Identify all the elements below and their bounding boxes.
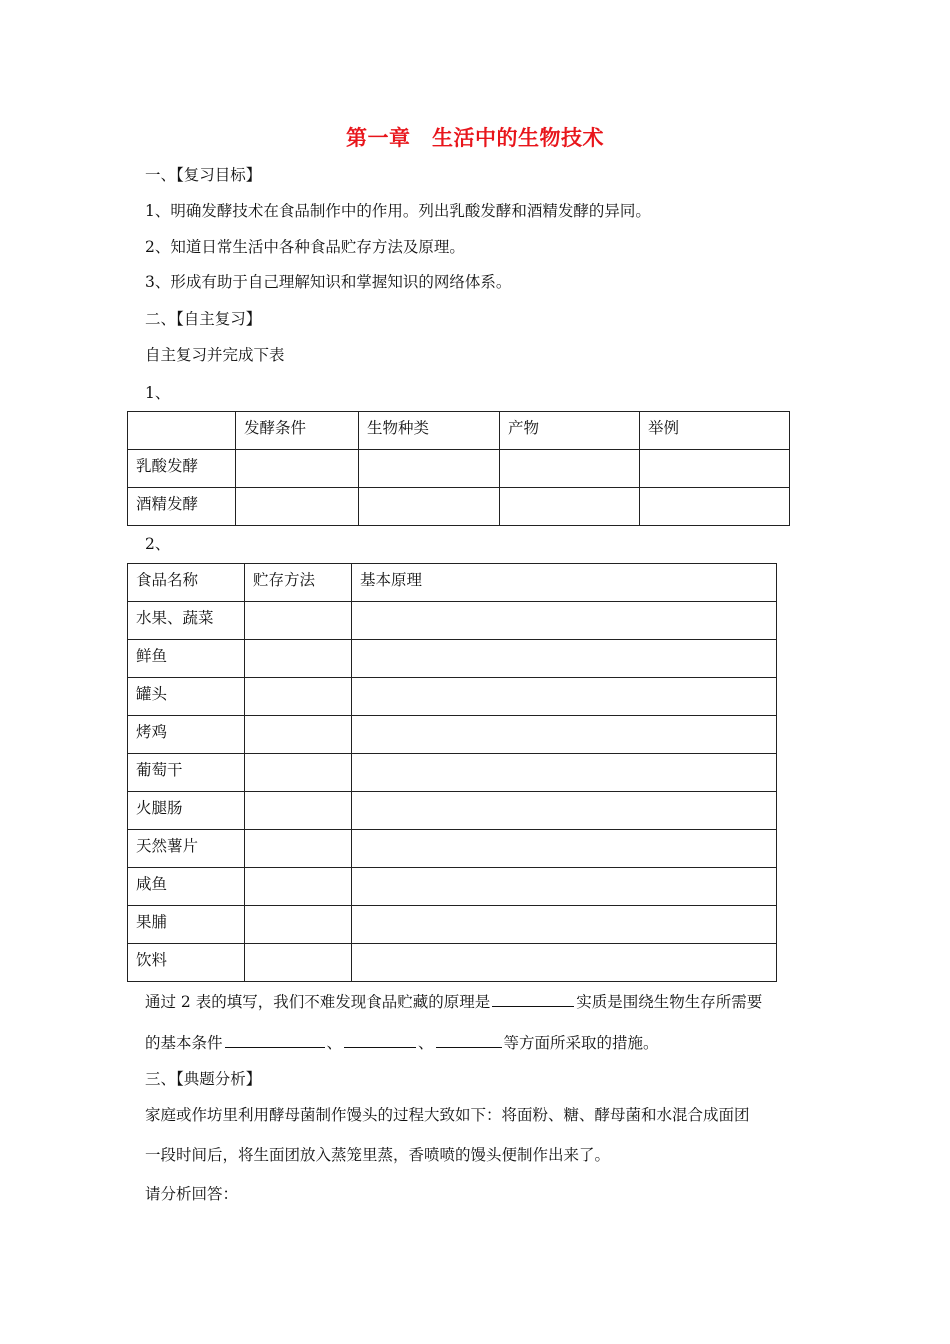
fill-blank-condition-3[interactable] xyxy=(436,1032,502,1048)
table-row xyxy=(128,830,777,868)
separator: 、 xyxy=(418,1034,434,1052)
table-cell[interactable] xyxy=(352,602,777,640)
table-cell[interactable] xyxy=(640,488,790,526)
table-row xyxy=(128,450,790,488)
table-header-cell xyxy=(128,412,236,450)
table-row xyxy=(128,678,777,716)
summary-line-1 xyxy=(145,990,762,1012)
objective-2: 2、知道日常生活中各种食品贮存方法及原理。 xyxy=(145,238,465,256)
table-cell[interactable] xyxy=(245,602,352,640)
summary-text: 通过 2 表的填写，我们不难发现食品贮藏的原理是 xyxy=(145,993,491,1011)
summary-text: 的基本条件 xyxy=(145,1034,223,1052)
table-cell: 烤鸡 xyxy=(128,716,245,754)
fill-blank-principle[interactable] xyxy=(492,991,574,1007)
table-cell[interactable] xyxy=(245,754,352,792)
table-cell[interactable] xyxy=(352,792,777,830)
table-cell: 水果、蔬菜 xyxy=(128,602,245,640)
fill-blank-condition-1[interactable] xyxy=(225,1032,325,1048)
section2-intro: 自主复习并完成下表 xyxy=(145,346,285,364)
fermentation-table xyxy=(127,411,790,526)
table-header-cell: 产物 xyxy=(500,412,640,450)
table-cell[interactable] xyxy=(245,868,352,906)
table-header-cell: 贮存方法 xyxy=(245,564,352,602)
table-cell: 火腿肠 xyxy=(128,792,245,830)
table-cell[interactable] xyxy=(352,678,777,716)
table-row xyxy=(128,754,777,792)
table-cell[interactable] xyxy=(245,830,352,868)
table-cell[interactable] xyxy=(245,678,352,716)
table-cell[interactable] xyxy=(236,488,359,526)
table-cell: 酒精发酵 xyxy=(128,488,236,526)
table-cell[interactable] xyxy=(359,488,500,526)
table-cell[interactable] xyxy=(359,450,500,488)
table-row xyxy=(128,602,777,640)
summary-text: 实质是围绕生物生存所需要 xyxy=(576,993,763,1011)
table-cell[interactable] xyxy=(245,792,352,830)
section1-heading: 一、【复习目标】 xyxy=(145,166,262,184)
summary-text: 等方面所采取的措施。 xyxy=(503,1034,659,1052)
objective-3: 3、形成有助于自己理解知识和掌握知识的网络体系。 xyxy=(145,273,512,291)
page-title: 第一章 生活中的生物技术 xyxy=(346,126,604,150)
table-cell: 乳酸发酵 xyxy=(128,450,236,488)
table-cell[interactable] xyxy=(352,944,777,982)
table-cell[interactable] xyxy=(352,868,777,906)
table2-label: 2、 xyxy=(145,535,171,553)
separator: 、 xyxy=(326,1034,343,1052)
table-header-row xyxy=(128,412,790,450)
fill-blank-condition-2[interactable] xyxy=(344,1032,416,1048)
table-header-cell: 基本原理 xyxy=(352,564,777,602)
table-cell[interactable] xyxy=(500,488,640,526)
table-header-cell: 食品名称 xyxy=(128,564,245,602)
table-header-cell: 发酵条件 xyxy=(236,412,359,450)
table-cell: 饮料 xyxy=(128,944,245,982)
table-cell[interactable] xyxy=(640,450,790,488)
table-row xyxy=(128,716,777,754)
table-cell[interactable] xyxy=(352,640,777,678)
example-paragraph-line-1: 家庭或作坊里利用酵母菌制作馒头的过程大致如下：将面粉、糖、酵母菌和水混合成面团 xyxy=(145,1106,750,1124)
table-header-row xyxy=(128,564,777,602)
table-cell[interactable] xyxy=(352,754,777,792)
table-row xyxy=(128,868,777,906)
summary-line-2 xyxy=(145,1031,659,1053)
table-cell[interactable] xyxy=(245,716,352,754)
table-row xyxy=(128,792,777,830)
table-row xyxy=(128,488,790,526)
table-cell: 葡萄干 xyxy=(128,754,245,792)
table-cell: 果脯 xyxy=(128,906,245,944)
table-row xyxy=(128,906,777,944)
table-header-cell: 生物种类 xyxy=(359,412,500,450)
table-cell[interactable] xyxy=(245,944,352,982)
table-cell[interactable] xyxy=(245,906,352,944)
question-prompt: 请分析回答： xyxy=(145,1185,239,1203)
table-cell: 咸鱼 xyxy=(128,868,245,906)
table-cell[interactable] xyxy=(500,450,640,488)
table-cell[interactable] xyxy=(352,830,777,868)
table-header-cell: 举例 xyxy=(640,412,790,450)
example-paragraph-line-2: 一段时间后，将生面团放入蒸笼里蒸，香喷喷的馒头便制作出来了。 xyxy=(145,1146,611,1164)
food-storage-table xyxy=(127,563,777,982)
table-cell: 罐头 xyxy=(128,678,245,716)
table-cell[interactable] xyxy=(352,906,777,944)
table-cell: 鲜鱼 xyxy=(128,640,245,678)
table-cell[interactable] xyxy=(352,716,777,754)
table1-label: 1、 xyxy=(145,384,171,402)
table-cell[interactable] xyxy=(245,640,352,678)
table-cell: 天然薯片 xyxy=(128,830,245,868)
section3-heading: 三、【典题分析】 xyxy=(145,1070,262,1088)
table-cell[interactable] xyxy=(236,450,359,488)
table-row xyxy=(128,944,777,982)
table-row xyxy=(128,640,777,678)
objective-1: 1、明确发酵技术在食品制作中的作用。列出乳酸发酵和酒精发酵的异同。 xyxy=(145,202,651,220)
section2-heading: 二、【自主复习】 xyxy=(145,310,262,328)
